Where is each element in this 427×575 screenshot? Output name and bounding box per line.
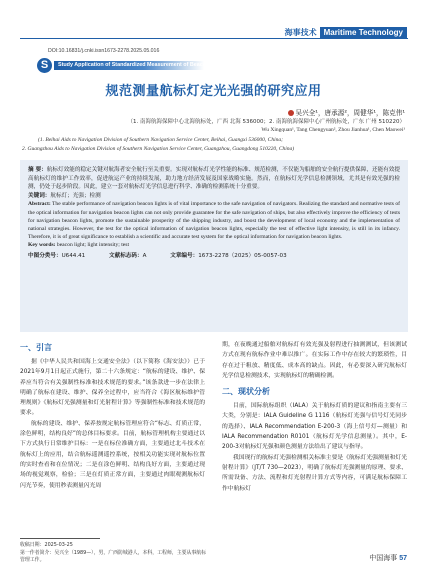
authors-en: Wu Xingquan¹, Tang Chengyuan², Zhou Jianhua¹, Chen Maowei¹ (261, 127, 405, 133)
abstract-en-label: Abstract: (28, 201, 51, 208)
series-badge: S (37, 58, 52, 73)
page-number: 57 (399, 555, 407, 562)
keywords-cn (28, 192, 400, 201)
doc-code-label: 文献标志码： (109, 252, 143, 259)
footnote-divider (20, 538, 100, 539)
article-number-value: 1673-2278（2025）05-0057-03 (198, 252, 287, 259)
affiliation-cn: （1. 南海航海保障中心北海航标处，广西 北海 536000；2. 南海航海保障中心广州航标处，广东 广州 510220） (127, 119, 405, 125)
column-tag-en: Maritime Technology (320, 27, 407, 38)
keywords-cn-text: 航标灯；光强；检测 (50, 192, 101, 199)
keywords-en (28, 241, 400, 249)
keywords-en-label: Key words: (28, 242, 56, 249)
author-marker-icon (288, 110, 294, 116)
body-paragraph-continued: 期，在夜晚通过船舶对航标灯有效光强及射程进行抽测测试，但该测试方式在现有航标作业中难以推广。在实际工作中存在较大的繁琐性，目存在过于粗放、精度低、成本高的缺点。因此，有必要深入研究航标灯光学信息检测技术，实现航标灯的精确检测。 (222, 342, 407, 379)
clc-field (28, 253, 85, 259)
series-label: Study Application of Standardized Measurement of Beacon Light Intensity (58, 62, 248, 68)
journal-name: 中国海事 (369, 555, 398, 562)
doc-code-value: A (142, 252, 147, 259)
page-footer (369, 553, 407, 563)
column-tag (285, 27, 407, 38)
body-paragraph: 我国现行的航标灯光强检测相关标准主要是《航标灯光强测量和灯光射程计算》（JT/T 730—2023），明确了航标灯光强测量的原理、要求、所需设备、方法、流程和灯光射程计算方式等内容，可满足航标保障工作中航标灯 (222, 454, 407, 492)
abstract-cn-label: 摘 要： (28, 167, 47, 173)
article-number-label: 文章编号： (170, 252, 199, 259)
body-paragraph: 航标的建设、维护、保养按规定航标管理应符合“标志、灯质正常，涂色鲜明，结构良好”的总体目标要求。目前，航标管理机构主要通过以下方式执行日常维护目标：一是在标位准确方面，主要通过北斗技术在航标灯上的应用，结合航标遥测遥控系统，按相关功能实现对航标位置的实时查看和在位情况；二是在涂色鲜明、结构良好方面，主要通过现场的视觉观察，检验；三是在灯质正常方面，主要通过肉眼观测航标灯闪光节奏，使用秒表测量闪光周 (20, 420, 205, 489)
clc-label: 中图分类号： (28, 252, 62, 259)
authors-cn: 吴兴全¹，唐承源²，周健华¹，陈克伟¹ (295, 109, 405, 117)
doi[interactable]: DOI:10.16831/j.cnki.issn1673-2278.2025.05.016 (48, 48, 160, 54)
doc-code-field (109, 253, 146, 259)
body-column-right (222, 340, 407, 494)
body-column-left (20, 340, 205, 491)
section-heading-intro: 一、引言 (20, 343, 52, 352)
abstract-en-text: The stable performance of navigation beacon lights is of vital importance to the safe navigation of navigators. Realizing the standard and normative tests of the optical information for navigation beacon lights can not only provide guarantee for the safe navigation of ships, but also effectively improve the efficiency of tests for navigation beacon lights, promote the sustainable prosperity of the shipping industry, and boost the development of local economy and the implementation of national strategies. However, the test for the optical information of navigation beacon lights, especially the test of effective light intensity, is still in its infancy. Therefore, it is of great significance to establish a scientific and accurate test system for the optical information for navigation beacon lights. (28, 201, 400, 241)
section-heading-status: 二、现状分析 (222, 387, 270, 397)
column-tag-cn: 海事技术 (284, 28, 317, 37)
abstract-cn (28, 166, 400, 192)
author-list (288, 107, 405, 117)
article-number-field (170, 253, 286, 259)
abstract-cn-text: 航标灯效能的稳定关键对航海者安全航行至关重要。实现对航标灯光学性能的标准、规范检测，不仅能为船舶的安全航行提供保障，还能有效提高航标灯的维护工作效率，促进航运产业的持续发展，助力地方经济发展及国家战略实施。然而，在航标灯光学信息检测领域，尤其是有效光强的检测，仍处于起步阶段。因此，建立一套对航标灯光学信息进行科学、准确的检测系统十分重要。 (28, 167, 400, 191)
affiliation-en-2: 2. Guangzhou Aids to Navigation Division of Southern Navigation Service Center, Guangzhou, Guangdong 510220, China) (22, 146, 295, 152)
footnote-author-bio: 第一作者简介：吴兴全（1989—），男，广西防城港人，本科，工程师，主要从事航标管理工作。 (20, 550, 207, 563)
article-title: 规范测量航标灯定光光强的研究应用 (105, 84, 322, 99)
keywords-cn-label: 关键词： (28, 192, 51, 199)
abstract-box (20, 160, 408, 332)
abstract-en (28, 200, 400, 241)
classification-row (28, 251, 400, 259)
keywords-en-text: beacon light; light intensity; test (56, 242, 129, 249)
footnote-received: 收稿日期：2025-03-25 (20, 542, 73, 548)
affiliation-en-1: (1. Beihai Aids to Navigation Division of Southern Navigation Service Center, Beihai, Guangxi 536000, China; (38, 137, 283, 143)
body-paragraph: 据《中华人民共和国海上交通安全法》（以下简称《海安法》）已于2021年9月1日起正式施行，第二十六条规定：“航标的建设、维护、保养应当符合有关强制性标准和技术规范的要求。”该条款进一步在法律上明确了航标在建设、维护、保养全过程中，应当符合《海区航标维护管理规则》《航标灯光强测量和灯光射程计算》等强制性标准和技术规范的要求。 (20, 359, 205, 417)
clc-value: U644.41 (61, 252, 86, 259)
body-paragraph: 目前，国际航标组织（IALA）关于航标灯质的建议和指南主要有三大类，分别是：IALA Guideline G 1116（航标灯光强与信号灯光同步的选择）、IALA Recommendation E-200-3（海上信号灯—测量）和IALA Recommendation R0101（航标灯光学信息测量）。其中，E-200-3对航标灯光强和颜色测量方法给出了建议与指导。 (222, 403, 407, 451)
header-divider (20, 38, 408, 39)
